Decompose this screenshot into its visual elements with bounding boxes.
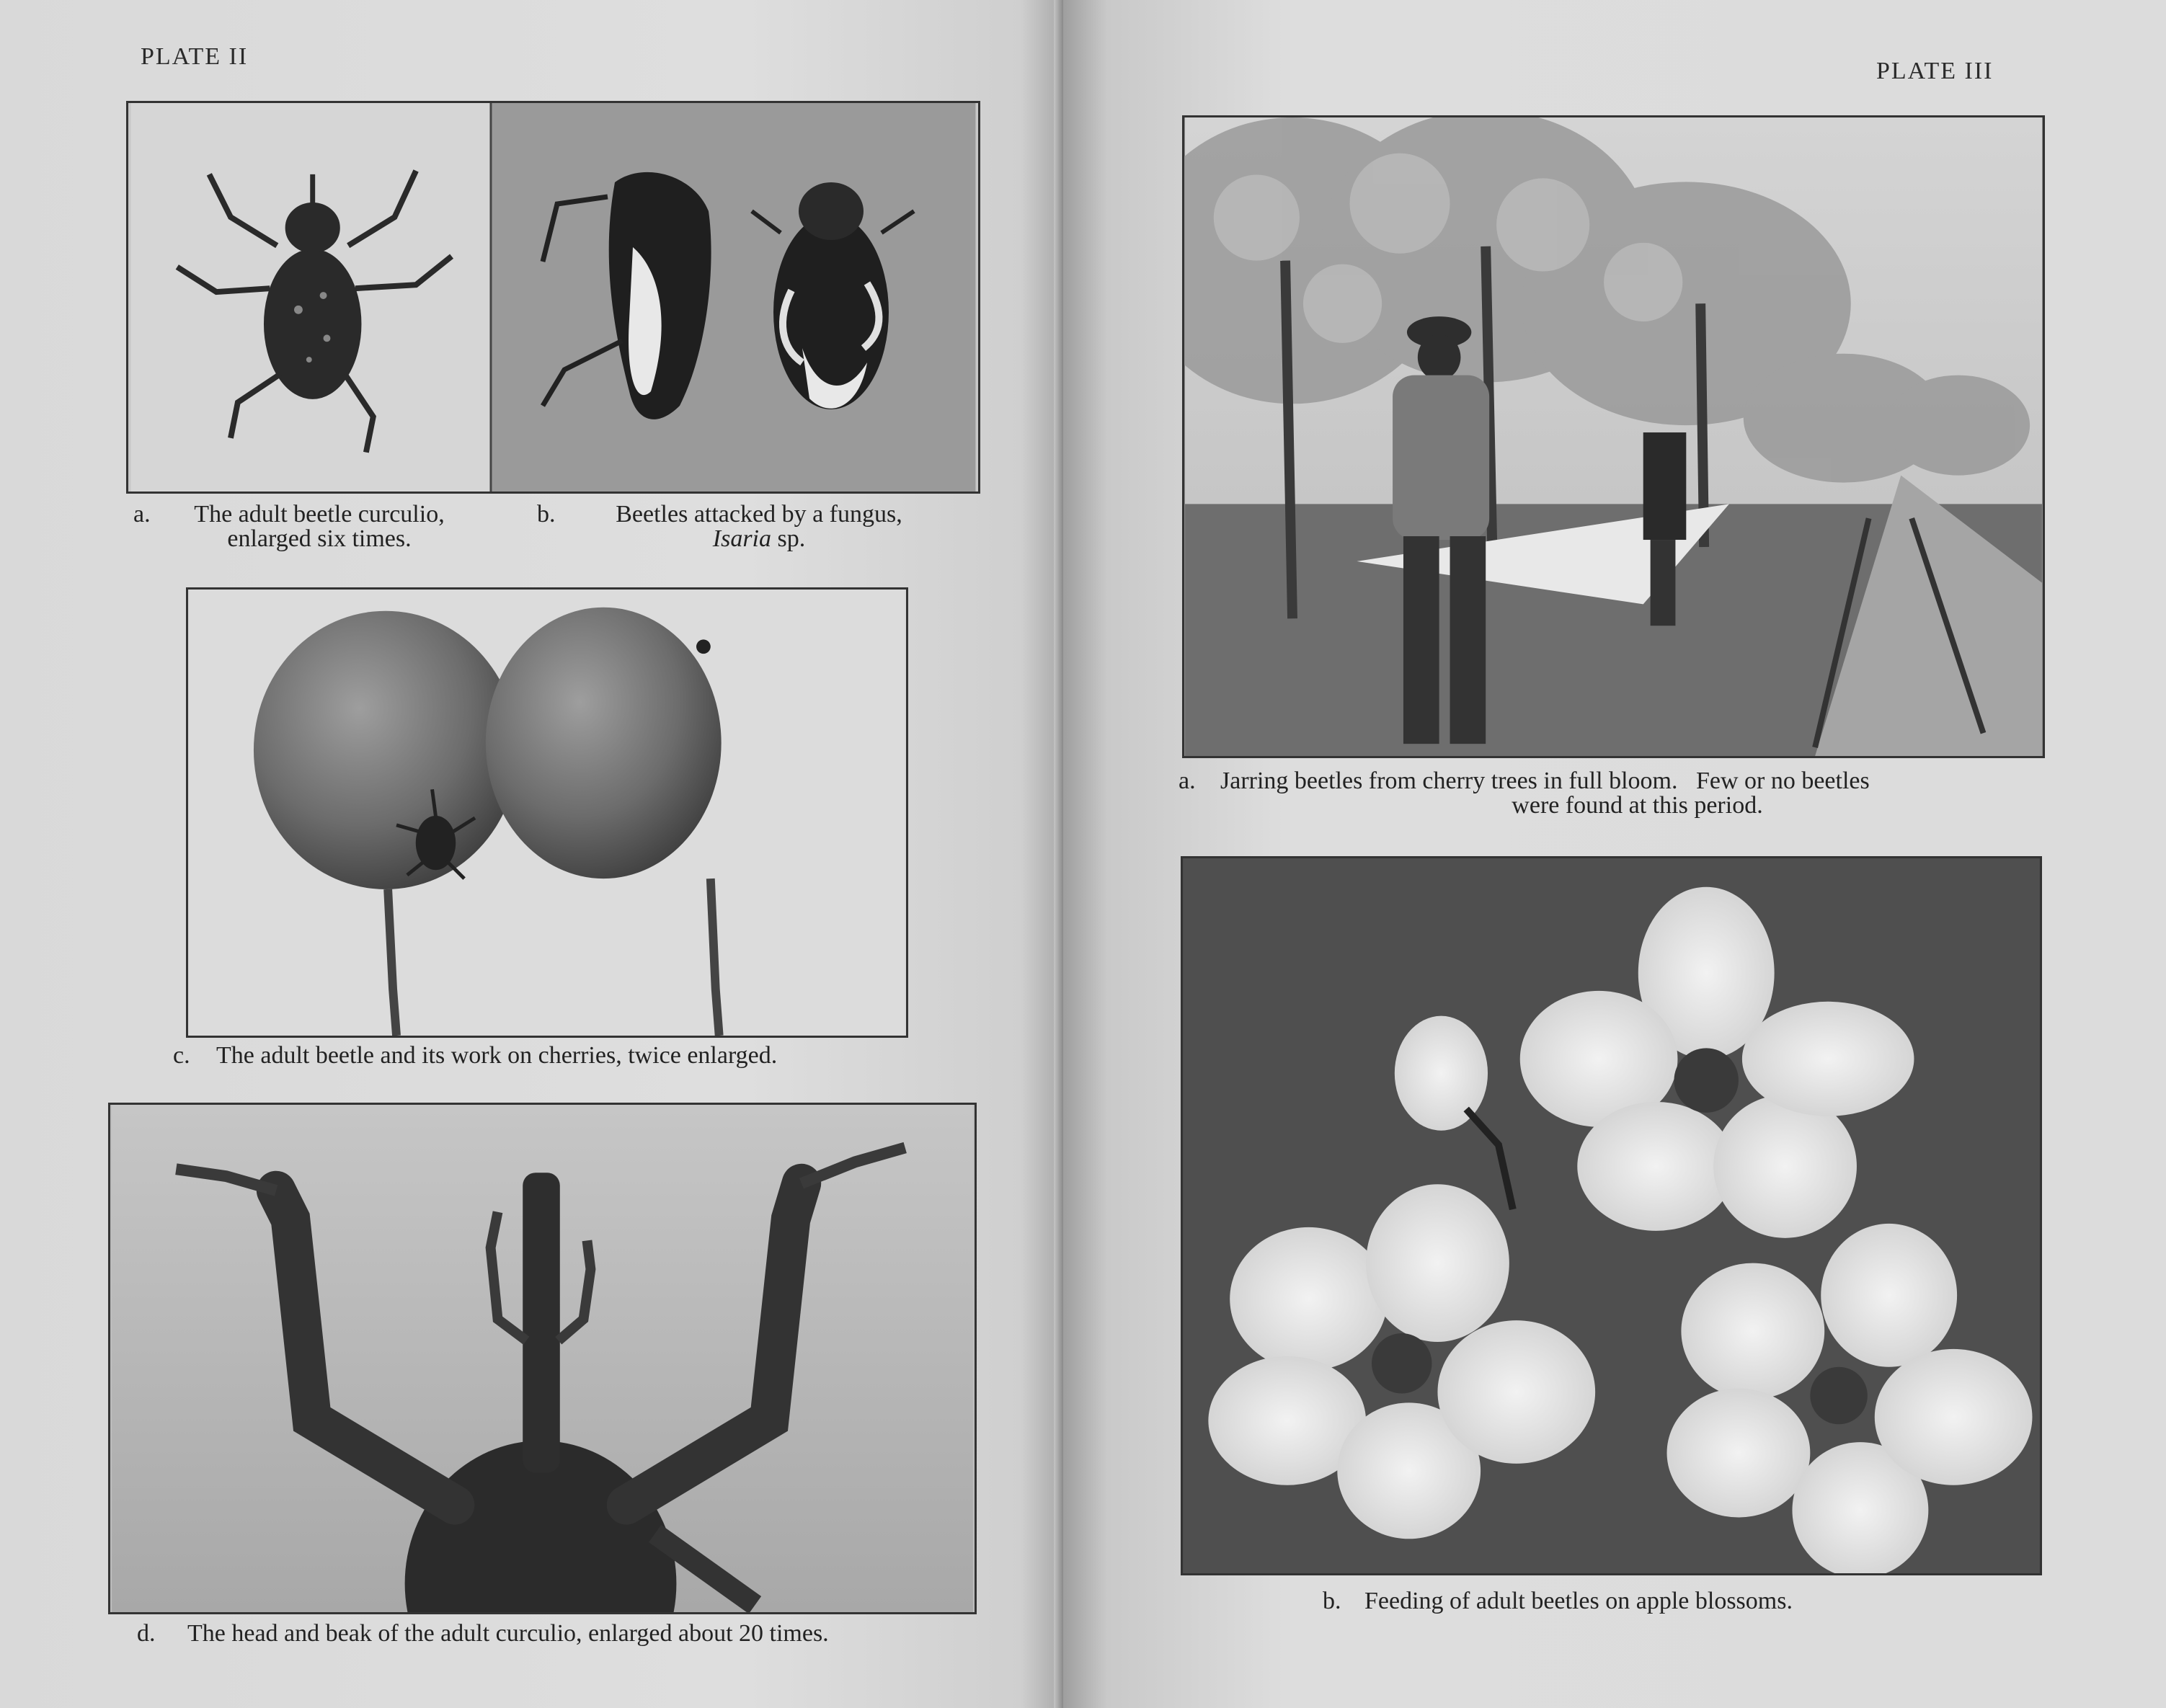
caption-ii-a-letter: a. <box>133 501 151 528</box>
caption-ii-d-text: The head and beak of the adult curculio, enlarged about 20 times. <box>187 1620 829 1647</box>
caption-ii-a-line1: The adult beetle curculio, <box>194 501 445 528</box>
caption-iii-b-text: Feeding of adult beetles on apple blossoms. <box>1364 1588 1793 1614</box>
caption-ii-b-rest: sp. <box>771 525 806 552</box>
photo-b-fungus-beetles <box>492 103 980 494</box>
caption-iii-a-line2: were found at this period. <box>1512 792 1763 819</box>
caption-ii-c-text: The adult beetle and its work on cherries, twice enlarged. <box>216 1042 778 1069</box>
caption-ii-c <box>173 1044 923 1072</box>
photo-frame-ab <box>126 101 980 494</box>
caption-ii-b-line1: Beetles attacked by a fungus, <box>616 501 902 528</box>
caption-ii-a <box>133 502 479 560</box>
caption-ii-c-letter: c. <box>173 1042 190 1069</box>
caption-ii-a-line2: enlarged six times. <box>227 525 412 552</box>
plate-iii-label: PLATE III <box>1876 58 1994 84</box>
caption-ii-b-italic: Isaria <box>712 525 771 552</box>
caption-iii-a <box>1179 769 2054 827</box>
photo-c-cherries <box>186 587 908 1038</box>
photo-iii-a-orchard <box>1182 115 2045 758</box>
caption-iii-b <box>1323 1589 1971 1618</box>
left-page <box>0 0 1063 1708</box>
photo-d-head-beak <box>108 1103 977 1614</box>
caption-ii-b-letter: b. <box>537 501 556 528</box>
plate-ii-label: PLATE II <box>141 43 249 70</box>
caption-iii-b-letter: b. <box>1323 1588 1341 1614</box>
caption-ii-d <box>137 1622 987 1650</box>
right-page <box>1063 0 2166 1708</box>
caption-iii-a-letter: a. <box>1179 768 1196 794</box>
caption-ii-b <box>537 502 948 560</box>
caption-ii-d-letter: d. <box>137 1620 156 1647</box>
photo-iii-b-blossoms <box>1181 856 2042 1575</box>
caption-iii-a-line1: Jarring beetles from cherry trees in full bloom. Few or no beetles <box>1220 768 1870 794</box>
